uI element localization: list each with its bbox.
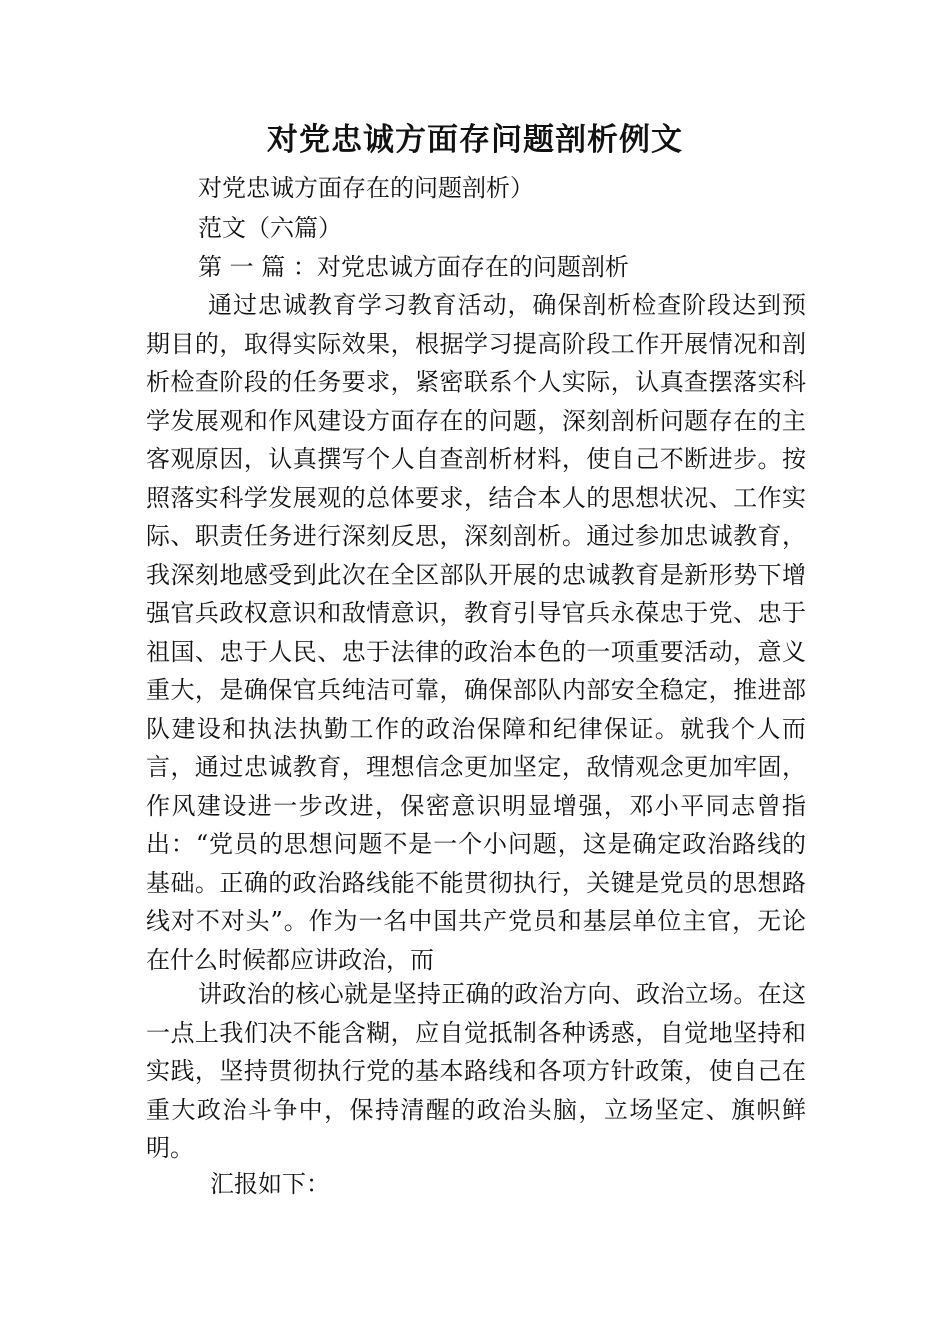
- document-title: 对党忠诚方面存问题剖析例文: [267, 122, 683, 158]
- document-subheading: 范文（六篇）: [198, 214, 342, 242]
- closing-line: 汇报如下：: [210, 1170, 330, 1198]
- section-heading: 第 一 篇 ：对党忠诚方面存在的问题剖析: [198, 253, 629, 281]
- body-paragraph-1: 通过忠诚教育学习教育活动，确保剖析检查阶段达到预期目的，取得实际效果，根据学习提高阶段工作开展情况和剖析检查阶段的任务要求，紧密联系个人实际，认真查摆落实科学发展观和作风建设方面存在的问题，深刻剖析问题存在的主客观原因，认真撰写个人自查剖析材料，使自己不断进步。按照落实科学发展观的总体要求，结合本人的思想状况、工作实际、职责任务进行深刻反思，深刻剖析。通过参加忠诚教育，我深刻地感受到此次在全区部队开展的忠诚教育是新形势下增强官兵政权意识和敌情意识，教育引导官兵永葆忠于党、忠于祖国、忠于人民、忠于法律的政治本色的一项重要活动，意义重大，是确保官兵纯洁可靠，确保部队内部安全稳定，推进部队建设和执法执勤工作的政治保障和纪律保证。就我个人而言，通过忠诚教育，理想信念更加坚定，敌情观念更加牢固，作风建设进一步改进，保密意识明显增强，邓小平同志曾指出：“党员的思想问题不是一个小问题，这是确定政治路线的基础。正确的政治路线能不能贯彻执行，关键是党员的思想路线对不对头”。作为一名中国共产党员和基层单位主官，无论在什么时候都应讲政治，而: [146, 291, 806, 974]
- document-subtitle: 对党忠诚方面存在的问题剖析）: [198, 174, 534, 202]
- body-paragraph-2: 讲政治的核心就是坚持正确的政治方向、政治立场。在这一点上我们决不能含糊，应自觉抵制各种诱惑，自觉地坚持和实践，坚持贯彻执行党的基本路线和各项方针政策，使自己在重大政治斗争中，保持清醒的政治头脑，立场坚定、旗帜鲜明。: [146, 980, 806, 1162]
